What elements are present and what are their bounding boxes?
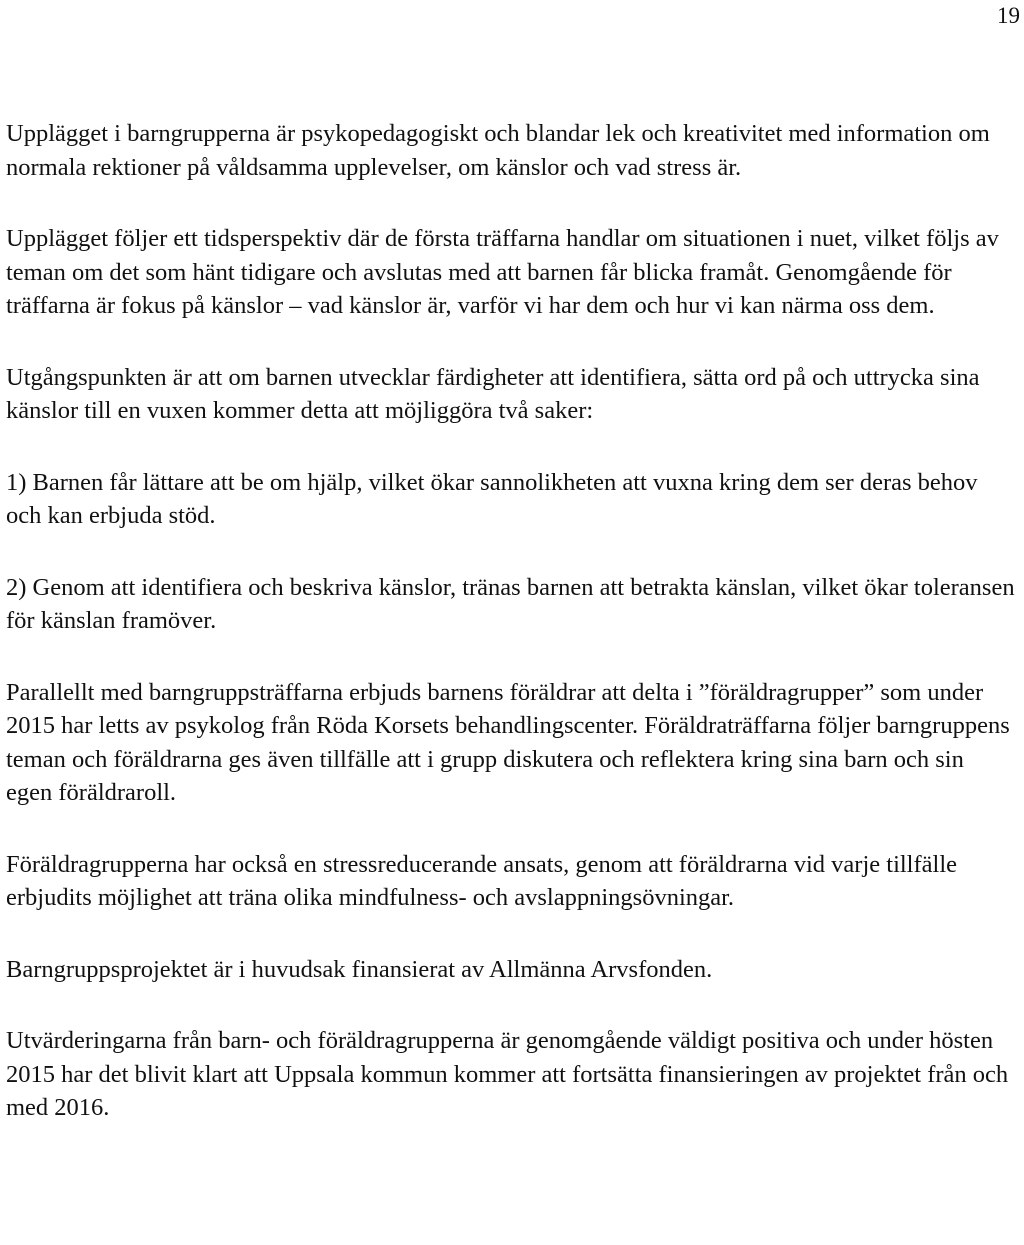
- list-item-paragraph: 2) Genom att identifiera och beskriva känslor, tränas barnen att betrakta känslan, vilket ökar toleransen för känslan framöver.: [6, 573, 1015, 634]
- paragraph: Utvärderingarna från barn- och föräldragrupperna är genomgående väldigt positiva och under hösten 2015 har det blivit klart att Uppsala kommun kommer att fortsätta finansieringen av projektet från och med 2016.: [6, 1027, 1009, 1121]
- paragraph: Barngruppsprojektet är i huvudsak finansierat av Allmänna Arvsfonden.: [6, 955, 713, 983]
- paragraph: Upplägget följer ett tidsperspektiv där de första träffarna handlar om situationen i nuet, vilket följs av teman om det som hänt tidigare och avslutas med att barnen får blicka framåt. Genomgående för träffarna är fokus på känslor – vad känslor är, varför vi har dem och hur vi kan närma oss dem.: [6, 225, 999, 319]
- paragraph: Utgångspunkten är att om barnen utvecklar färdigheter att identifiera, sätta ord på och uttrycka sina känslor till en vuxen kommer detta att möjliggöra två saker:: [6, 363, 980, 424]
- paragraph: Parallellt med barngruppsträffarna erbjuds barnens föräldrar att delta i ”föräldragrupper” som under 2015 har letts av psykolog från Röda Korsets behandlingscenter. Föräldraträffarna följer barngruppens teman och föräldrarna ges även tillfälle att i grupp diskutera och reflektera kring sina barn och sin egen föräldraroll.: [6, 678, 1010, 806]
- paragraph: Föräldragrupperna har också en stressreducerande ansats, genom att föräldrarna vid varje tillfälle erbjudits möjlighet att träna olika mindfulness- och avslappningsövningar.: [6, 850, 958, 911]
- page-number: 19: [997, 3, 1020, 28]
- document-body: [6, 117, 1016, 1125]
- list-item-paragraph: 1) Barnen får lättare att be om hjälp, vilket ökar sannolikheten att vuxna kring dem ser deras behov och kan erbjuda stöd.: [6, 468, 978, 529]
- paragraph: Upplägget i barngrupperna är psykopedagogiskt och blandar lek och kreativitet med information om normala rektioner på våldsamma upplevelser, om känslor och vad stress är.: [6, 120, 990, 181]
